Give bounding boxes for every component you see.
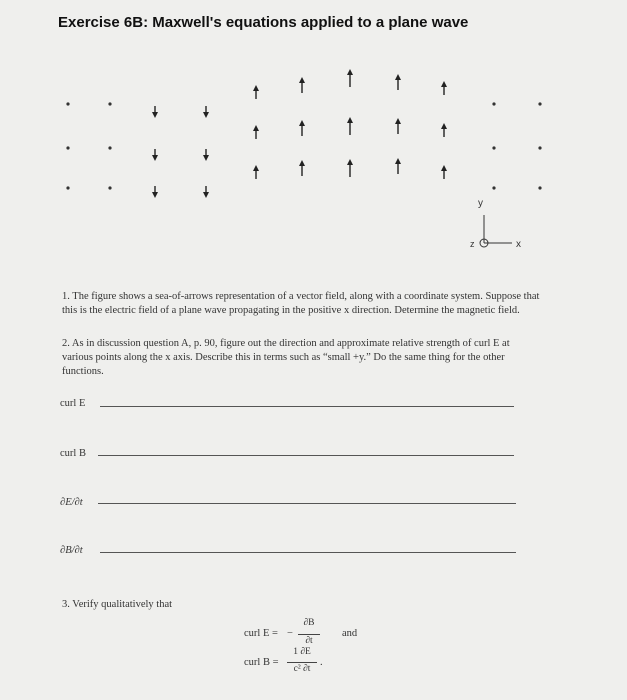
row-label-curl-e: curl E [60, 398, 86, 409]
eq1-minus: − [287, 628, 293, 639]
eq2-fraction-bar [287, 662, 317, 663]
eq2-end: . [320, 657, 323, 668]
field-dot [66, 146, 69, 149]
page-title: Exercise 6B: Maxwell's equations applied to a plane wave [58, 14, 469, 31]
field-arrow-down [203, 149, 209, 161]
eq2-lhs: curl B = [244, 657, 279, 668]
field-arrow-up [253, 85, 259, 99]
answer-line-curl-b[interactable] [98, 455, 514, 456]
eq1-lhs: curl E = [244, 628, 278, 639]
field-dot [492, 186, 495, 189]
axis-label-y: y [478, 198, 483, 209]
field-arrow-up [299, 160, 305, 176]
field-dot [108, 146, 111, 149]
eq1-denominator: ∂t [305, 636, 313, 646]
field-arrow-up [395, 118, 401, 134]
field-arrow-up [253, 125, 259, 139]
field-arrow-down [152, 186, 158, 198]
eq1-fraction-bar [298, 634, 320, 635]
field-arrow-down [203, 106, 209, 118]
field-arrow-down [203, 186, 209, 198]
question-1-text: 1. The figure shows a sea-of-arrows representation of a vector field, along with a coordinate system. Suppose that this is the electric field of a plane wave propagating in the positive x direction. Determine the magnetic field. [62, 291, 540, 316]
field-dot [492, 146, 495, 149]
field-dot [108, 186, 111, 189]
vector-field-figure [0, 60, 627, 260]
field-dot [108, 102, 111, 105]
eq1-numerator: ∂B [303, 618, 315, 628]
field-arrow-up [395, 158, 401, 174]
row-label-de-dt: ∂E/∂t [60, 497, 83, 508]
field-arrow-up [395, 74, 401, 90]
field-arrow-up [441, 123, 447, 137]
row-label-db-dt: ∂B/∂t [60, 545, 83, 556]
field-arrow-up [347, 69, 353, 87]
field-arrow-up [253, 165, 259, 179]
field-arrow-down [152, 106, 158, 118]
axis-label-z: z [470, 239, 475, 249]
field-dot [66, 186, 69, 189]
eq1-and: and [342, 628, 358, 639]
row-label-curl-b: curl B [60, 448, 86, 459]
axis-label-x: x [516, 239, 521, 250]
field-dot [538, 146, 541, 149]
field-marks [66, 69, 541, 198]
field-arrow-up [299, 120, 305, 136]
field-arrow-down [152, 149, 158, 161]
answer-line-de-dt[interactable] [98, 503, 516, 504]
field-dot [538, 186, 541, 189]
answer-line-db-dt[interactable] [100, 552, 516, 553]
question-3-text: 3. Verify qualitatively that [62, 599, 173, 610]
coordinate-system [480, 215, 512, 247]
field-arrow-up [347, 159, 353, 177]
field-arrow-up [441, 165, 447, 179]
field-dot [66, 102, 69, 105]
answer-line-curl-e[interactable] [100, 406, 514, 407]
field-arrow-up [299, 77, 305, 93]
field-dot [492, 102, 495, 105]
field-arrow-up [441, 81, 447, 95]
field-dot [538, 102, 541, 105]
eq2-numerator: 1 ∂E [293, 647, 311, 657]
field-arrow-up [347, 117, 353, 135]
eq2-denominator: c² ∂t [293, 664, 311, 674]
question-2-text: 2. As in discussion question A, p. 90, figure out the direction and approximate relative strength of curl E at various points along the x axis. Describe this in terms such as “small +y.” Do the same thing for the other functions. [62, 338, 510, 377]
